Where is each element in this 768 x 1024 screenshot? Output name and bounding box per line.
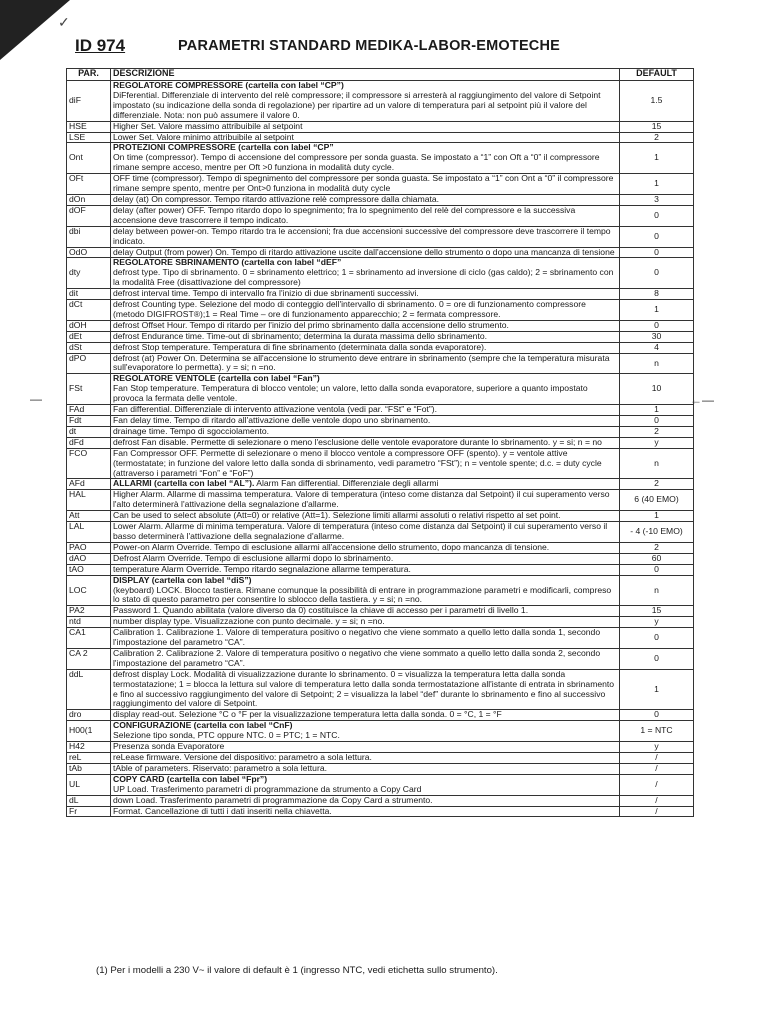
description-text: down Load. Trasferimento parametri di programmazione da Copy Card a strumento. [113,794,433,805]
description-text: number display type. Visualizzazione con punto decimale. y = si; n =no. [113,616,385,627]
description-text: delay Output (from power) On. Tempo di ritardo attivazione uscite dall'accensione dello strumento o dopo una mancanza di tensione [113,246,615,257]
description-text: Selezione tipo sonda, PTC oppure NTC. 0 = PTC; 1 = NTC. [113,730,340,741]
param-code: OdO [67,247,111,258]
param-description [111,416,620,427]
param-description [111,763,620,774]
description-text: Power-on Alarm Override. Tempo di esclusione allarmi all'accensione dello strumento, dopo mancanza di tensione. [113,541,550,552]
param-default: 6 (40 EMO) [620,490,694,511]
param-description [111,174,620,195]
param-default: 1 [620,669,694,710]
param-description [111,617,620,628]
table-row [67,648,694,669]
param-default: 15 [620,606,694,617]
param-default: 0 [620,226,694,247]
param-code: FCO [67,448,111,479]
param-code: Att [67,511,111,522]
section-heading: PROTEZIONI COMPRESSORE (cartella con label “CP” [113,142,334,153]
section-heading: REGOLATORE VENTOLE (cartella con label “Fan”) [113,373,320,384]
param-default: 0 [620,710,694,721]
description-text: Higher Alarm. Allarme di massima temperatura. Valore di temperatura (inteso come distanza dal Setpoint) il cui superamento verso l'alto determinerà l'attivazione della segnalazione d'allarme. [113,489,610,510]
description-text: drainage time. Tempo di sgocciolamento. [113,425,270,436]
param-default: y [620,617,694,628]
param-description [111,742,620,753]
param-default: - 4 (-10 EMO) [620,522,694,543]
param-description [111,753,620,764]
description-text: tAble of parameters. Riservato: parametro a sola lettura. [113,762,327,773]
table-row [67,132,694,143]
param-description [111,353,620,374]
param-default: 0 [620,258,694,289]
description-text: Fan delay time. Tempo di ritardo all'attivazione delle ventole dopo uno sbrinamento. [113,415,431,425]
column-header-par: PAR. [67,69,111,81]
table-row [67,331,694,342]
param-default: / [620,795,694,806]
param-description [111,289,620,300]
param-default: 0 [620,416,694,427]
table-row [67,374,694,405]
param-default: 2 [620,426,694,437]
description-text: defrost (at) Power On. Determina se all'accensione lo strumento deve entrare in sbrinamento (sempre che la temperatura misurata sull'evaporatore lo permetta). y = si; n =no. [113,352,610,373]
param-description [111,342,620,353]
param-default: y [620,742,694,753]
param-code: dbi [67,226,111,247]
param-description [111,320,620,331]
table-row [67,226,694,247]
footnote: (1) Per i modelli a 230 V~ il valore di default è 1 (ingresso NTC, vedi etichetta sullo strumento). [96,965,498,976]
param-description [111,226,620,247]
section-heading: CONFIGURAZIONE (cartella con label “CnF) [113,720,293,731]
table-header-row [67,69,694,81]
param-code: LAL [67,522,111,543]
table-row [67,258,694,289]
section-heading: REGOLATORE SBRINAMENTO (cartella con label “dEF” [113,257,342,268]
column-header-default: DEFAULT [620,69,694,81]
description-text: Password 1. Quando abilitata (valore diverso da 0) costituisce la chiave di accesso per i parametri di livello 1. [113,605,529,616]
table-row [67,763,694,774]
description-text: DiFferential. Differenziale di intervento del relè compressore; il compressore si arresterà al raggiungimento del valore di Setpoint impostato (su indicazione della sonda di regolazione) per ripartire ad un valore di temperatura pari al setpoint più il valore del differenziale. Nota: non può assumere il valore 0. [113,89,601,120]
description-text: OFF time (compressor). Tempo di spegnimento del compressore per sonda guasta. Se impostato a “1” con Ont a “0” il compressore rimane sempre spento, mentre per Ont>0 funziona in modalità duty cycle [113,173,614,194]
param-code: dEt [67,331,111,342]
table-row [67,479,694,490]
param-code: dOH [67,320,111,331]
param-code: dro [67,710,111,721]
param-code: UL [67,774,111,795]
parameters-table [66,68,694,817]
table-row [67,81,694,122]
table-row [67,194,694,205]
table-row [67,511,694,522]
param-default: n [620,575,694,606]
table-row [67,205,694,226]
param-default: 60 [620,553,694,564]
param-default: / [620,753,694,764]
table-row [67,426,694,437]
param-code: H42 [67,742,111,753]
table-row [67,542,694,553]
table-row [67,490,694,511]
table-row [67,121,694,132]
param-code: FAd [67,405,111,416]
table-row [67,564,694,575]
param-description [111,806,620,817]
param-code: H00(1 [67,721,111,742]
param-description [111,205,620,226]
table-row [67,437,694,448]
param-code: LSE [67,132,111,143]
table-row [67,300,694,321]
param-default: 0 [620,205,694,226]
table-row [67,617,694,628]
param-default: 30 [620,331,694,342]
margin-dash-left: — [30,392,42,406]
document-title: PARAMETRI STANDARD MEDIKA-LABOR-EMOTECHE [178,38,561,54]
param-description [111,774,620,795]
table-row [67,143,694,174]
param-description [111,479,620,490]
param-code: HSE [67,121,111,132]
param-description [111,542,620,553]
description-text: defrost display Lock. Modalità di visualizzazione durante lo sbrinamento. 0 = visualizza la temperatura letta dalla sonda termostatazione; 1 = blocca la lettura sul valore di temperatura letto dalla sonda termostatazione all'istante di entrata in sbrinamento e fino al successivo raggiungimento del valore di Setpoint; 2 = visualizza la label “def” durante lo sbrinamento e fino al successivo raggiungimento del valore di Setpoint. [113,668,615,709]
param-code: dFd [67,437,111,448]
table-row [67,753,694,764]
param-default: y [620,437,694,448]
param-code: ntd [67,617,111,628]
table-row [67,174,694,195]
table-row [67,553,694,564]
table-row [67,353,694,374]
param-default: 1 [620,300,694,321]
table-row [67,795,694,806]
description-text: Defrost Alarm Override. Tempo di esclusione allarmi dopo lo sbrinamento. [113,552,394,563]
param-default: 0 [620,320,694,331]
description-text: display read-out. Selezione °C o °F per la visualizzazione temperatura letta dalla sonda. 0 = °C, 1 = °F [113,709,502,720]
description-text: Presenza sonda Evaporatore [113,741,225,752]
description-text: UP Load. Trasferimento parametri di programmazione da strumento a Copy Card [113,783,422,794]
description-text: defrost Offset Hour. Tempo di ritardo per l'inizio del primo sbrinamento dalla accensione dello strumento. [113,319,509,330]
table-row [67,806,694,817]
description-text: defrost Endurance time. Time-out di sbrinamento; determina la durata massima dello sbrinamento. [113,330,488,341]
param-code: Fdt [67,416,111,427]
param-default: / [620,763,694,774]
section-heading: REGOLATORE COMPRESSORE (cartella con label “CP”) [113,80,344,90]
table-row [67,774,694,795]
param-description [111,121,620,132]
param-code: dL [67,795,111,806]
param-default: 1 [620,174,694,195]
param-code: dPO [67,353,111,374]
table-row [67,710,694,721]
param-description [111,669,620,710]
param-default: n [620,353,694,374]
param-description [111,194,620,205]
param-default: 1.5 [620,81,694,122]
description-text: reLease firmware. Versione del dispositivo: parametro a sola lettura. [113,752,372,762]
table-row [67,342,694,353]
param-default: 0 [620,628,694,649]
column-header-desc: DESCRIZIONE [111,69,620,81]
param-code: dt [67,426,111,437]
param-code: dCt [67,300,111,321]
param-default: 15 [620,121,694,132]
param-code: tAO [67,564,111,575]
param-code: FSt [67,374,111,405]
margin-arrow-right: ←— [690,393,714,407]
param-description [111,511,620,522]
param-code: AFd [67,479,111,490]
param-description [111,522,620,543]
param-code: Fr [67,806,111,817]
param-description [111,405,620,416]
description-text: defrost interval time. Tempo di intervallo fra l'inizio di due sbrinamenti successivi. [113,288,419,299]
param-description [111,575,620,606]
param-default: 0 [620,648,694,669]
param-code: dty [67,258,111,289]
description-text: On time (compressor). Tempo di accensione del compressore per sonda guasta. Se impostato a “1” con Oft a “0” il compressore rimane sempre acceso, mentre per Oft >0 funziona in modalità duty cycle. [113,152,600,173]
param-default: 1 [620,405,694,416]
param-default: 0 [620,247,694,258]
param-description [111,628,620,649]
table-row [67,247,694,258]
param-code: dAO [67,553,111,564]
param-code: dOn [67,194,111,205]
table-row [67,575,694,606]
table-row [67,628,694,649]
description-text: defrost Counting type. Selezione del modo di conteggio dell'intervallo di sbrinamento. 0 = ore di funzionamento compressore (metodo DIGIFROST®);1 = Real Time – ore di funzionamento apparecchio; 2 = fermata compressore. [113,299,586,319]
document-id: ID 974 [75,36,126,55]
section-heading: DISPLAY (cartella con label “diS”) [113,574,252,585]
param-description [111,247,620,258]
table-row [67,405,694,416]
table-row [67,320,694,331]
param-code: HAL [67,490,111,511]
param-description [111,648,620,669]
table-row [67,669,694,710]
param-default: 2 [620,132,694,143]
description-text: Lower Alarm. Allarme di minima temperatura. Valore di temperatura (inteso come distanza dal Setpoint) il cui superamento verso il basso determinerà l'attivazione della segnalazione d'allarme. [113,521,608,541]
param-default: / [620,774,694,795]
param-code: tAb [67,763,111,774]
param-code: reL [67,753,111,764]
param-code: OFt [67,174,111,195]
table-row [67,289,694,300]
param-description [111,710,620,721]
description-text: delay between power-on. Tempo ritardo tra le accensioni; fra due accensioni successive del compressore deve trascorrere il tempo indicato. [113,225,611,246]
param-description [111,143,620,174]
table-row [67,742,694,753]
param-code: PA2 [67,606,111,617]
param-description [111,721,620,742]
param-code: dit [67,289,111,300]
description-text: temperature Alarm Override. Tempo ritardo segnalazione allarme temperatura. [113,563,411,574]
param-default: 2 [620,542,694,553]
param-description [111,795,620,806]
param-description [111,426,620,437]
param-description [111,258,620,289]
param-default: 4 [620,342,694,353]
description-text: Calibration 2. Calibrazione 2. Valore di temperatura positivo o negativo che viene sommato a quello letto dalla sonda 2, secondo l'impostazione del parametro “CA”. [113,647,601,668]
param-code: dSt [67,342,111,353]
description-text: delay (after power) OFF. Tempo ritardo dopo lo spegnimento; fra lo spegnimento del relè del compressore e la successiva accensione deve trascorrere il tempo indicato. [113,204,576,225]
param-default: n [620,448,694,479]
table-row [67,721,694,742]
section-heading: COPY CARD (cartella con label “Fpr”) [113,773,268,784]
description-text: Fan Compressor OFF. Permette di selezionare o meno il blocco ventole a compressore OFF (spento). y = ventole attive (termostatate; in funzione del valore letto dalla sonda di sbrinamento, vedi parametro “FSt”); n = ventole spente; d.c. = duty cycle (attraverso i parametri “Fon” e “FoF”) [113,447,602,478]
table-row [67,448,694,479]
description-text: delay (at) On compressor. Tempo ritardo attivazione relè compressore dalla chiamata. [113,193,440,204]
param-description [111,132,620,143]
param-description [111,448,620,479]
param-default: / [620,806,694,817]
table-row [67,606,694,617]
param-default: 1 = NTC [620,721,694,742]
description-text: Fan differential. Differenziale di intervento attivazione ventola (vedi par. “FSt” e “Fot”). [113,404,438,415]
param-default: 1 [620,511,694,522]
param-description [111,606,620,617]
param-code: ddL [67,669,111,710]
description-text: Can be used to select absolute (Att=0) or relative (Att=1). Selezione limiti allarmi assoluti o relativi rispetto al set point. [113,510,561,521]
param-description [111,81,620,122]
table-row [67,522,694,543]
param-default: 1 [620,143,694,174]
param-default: 8 [620,289,694,300]
param-code: CA1 [67,628,111,649]
param-code: Ont [67,143,111,174]
param-description [111,564,620,575]
section-heading: ALLARMI (cartella con label “AL”). [113,478,255,489]
description-text: Fan Stop temperature. Temperatura di blocco ventole; un valore, letto dalla sonda evaporatore, superiore a quanto impostato provoca la fermata delle ventole. [113,383,588,404]
param-default: 0 [620,564,694,575]
param-default: 3 [620,194,694,205]
param-description [111,331,620,342]
parameters-body [67,81,694,817]
description-text: Format. Cancellazione di tutti i dati inseriti nella chiavetta. [113,805,332,816]
description-text: defrost type. Tipo di sbrinamento. 0 = sbrinamento elettrico; 1 = sbrinamento ad inversione di ciclo (gas caldo); 2 = sbrinamento con la modalità Free (disattivazione del compressore) [113,267,614,288]
param-code: dOF [67,205,111,226]
param-default: 10 [620,374,694,405]
param-description [111,490,620,511]
param-code: LOC [67,575,111,606]
param-description [111,374,620,405]
description-text: defrost Fan disable. Permette di selezionare o meno l'esclusione delle ventole evaporatore durante lo sbrinamento. y = si; n = no [113,436,602,447]
param-default: 2 [620,479,694,490]
document-header [75,36,695,60]
param-code: diF [67,81,111,122]
description-text: Higher Set. Valore massimo attribuibile al setpoint [113,120,303,131]
description-text: Alarm Fan differential. Differenziale degli allarmi [254,478,439,489]
table-row [67,416,694,427]
param-code: PAO [67,542,111,553]
param-description [111,553,620,564]
param-description [111,437,620,448]
param-code: CA 2 [67,648,111,669]
description-text: (keyboard) LOCK. Blocco tastiera. Rimane comunque la possibilità di entrare in programmazione parametri e modificarli, compreso lo stato di questo parametro per consentire lo sblocco della tastiera. y = si; n =no. [113,584,612,605]
description-text: Calibration 1. Calibrazione 1. Valore di temperatura positivo o negativo che viene sommato a quello letto dalla sonda 1, secondo l'impostazione del parametro “CA”. [113,627,601,648]
description-text: Lower Set. Valore minimo attribuibile al setpoint [113,131,294,142]
param-description [111,300,620,321]
description-text: defrost Stop temperature. Temperatura di fine sbrinamento (determinata dalla sonda evaporatore). [113,341,487,352]
handwritten-mark-icon: ✓ [58,14,70,30]
